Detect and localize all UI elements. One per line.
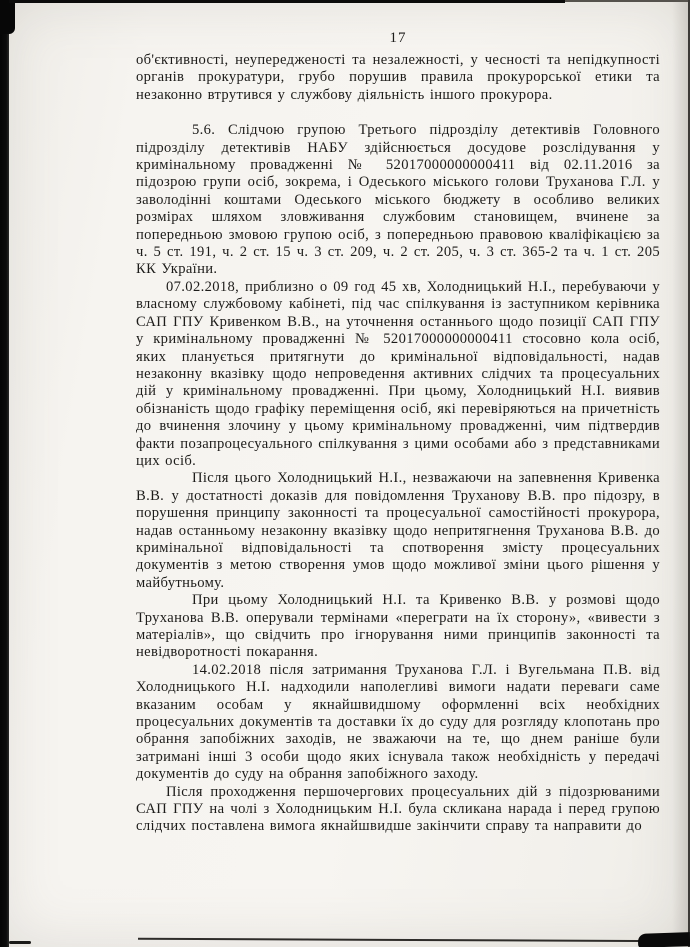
document-body — [136, 52, 660, 836]
page-number: 17 — [389, 30, 407, 46]
scan-edge-top — [9, 0, 565, 3]
scan-edge-left — [0, 0, 9, 947]
paragraph-continuation: об'єктивності, неупередженості та незалежності, у чесності та непідкупності органів прокуратури, грубо порушив правила прокурорської етики та незаконно втрутився у службову діяльність іншого прокурора. — [136, 52, 660, 103]
scan-speck-bottom-left — [9, 941, 31, 944]
scan-corner-top-left — [0, 0, 15, 34]
paragraph-final: Після проходження першочергових процесуальних дій з підозрюваними САП ГПУ на чолі з Холодницьким Н.І. була скликана нарада і перед групою слідчих поставлена вимога якнайшвидше закінчити справу та направити до — [136, 783, 660, 835]
paragraph-section-5-6: 5.6. Слідчою групою Третього підрозділу детективів Головного підрозділу детективів НАБУ здійснюється досудове розслідування у кримінальному провадженні № 52017000000000411 від 02.11.2016 за підозрою групи осіб, зокрема, і Одеського міського голови Труханова Г.Л. у заволодінні коштами Одеського міського бюджету в особливо великих розмірах шляхом зловживання службовим становищем, вчинене за попередньою змовою групою осіб, з попередньою правовою кваліфікацією за ч. 5 ст. 191, ч. 2 ст. 15 ч. 3 ст. 209, ч. 2 ст. 205, ч. 3 ст. 365-2 та ч. 1 ст. 205 КК України. — [136, 122, 660, 278]
scan-shadow-right — [672, 0, 688, 947]
paragraph-after-this: Після цього Холодницький Н.І., незважаючи на запевнення Кривенка В.В. у достатності доказів для повідомлення Труханову В.В. про підозру, в порушення принципу законності та процесуальної самостійності прокурора, надав останньому незаконну вказівку щодо непритягнення Труханова В.В. до кримінальної відповідальності та спотворення змісту процесуальних документів з метою створення умов щодо можливої зміни цього рішення у майбутньому. — [136, 470, 660, 591]
paragraph-events-07-02-2018: 07.02.2018, приблизно о 09 год 45 хв, Холодницький Н.І., перебуваючи у власному службовому кабінеті, під час спілкування із заступником керівника САП ГПУ Кривенком В.В., на уточнення останнього щодо позиції САП ГПУ у кримінальному провадженні № 52017000000000411 стосовно кола осіб, яких планується притягнути до кримінальної відповідальності, надав незаконну вказівку щодо непроведення активних слідчих та процесуальних дій у кримінальному провадженні. При цьому, Холодницький Н.І. виявив обізнаність щодо графіку переміщення осіб, які перевіряються на причетність до вчинення злочину у цьому кримінальному провадженні, чим підтвердив факти позапроцесуального спілкування з цими особами або з представниками цих осіб. — [136, 278, 660, 469]
scan-blob-bottom-right — [638, 932, 690, 947]
paragraph-events-14-02-2018: 14.02.2018 після затримання Труханова Г.Л. і Вугельмана П.В. від Холодницького Н.І. надходили наполегливі вимоги надати переваги саме вказаним особам у якнайшвидшому оформленні всіх необхідних процесуальних документів та доставки їх до суду для розгляду клопотань про обрання запобіжних заходів, не зважаючи на те, що днем раніше були затримані інші 3 особи щодо яких існувала також необхідність у передачі документів до суду на обрання запобіжного заходу. — [136, 661, 660, 783]
scan-edge-bottom — [138, 938, 690, 942]
paragraph-terms-used: При цьому Холодницький Н.І. та Кривенко В.В. у розмові щодо Труханова В.В. оперували термінами «переграти на їх сторону», «вивести з матеріалів», що свідчить про ігнорування ними принципів законності та невідворотності покарання. — [136, 592, 660, 661]
